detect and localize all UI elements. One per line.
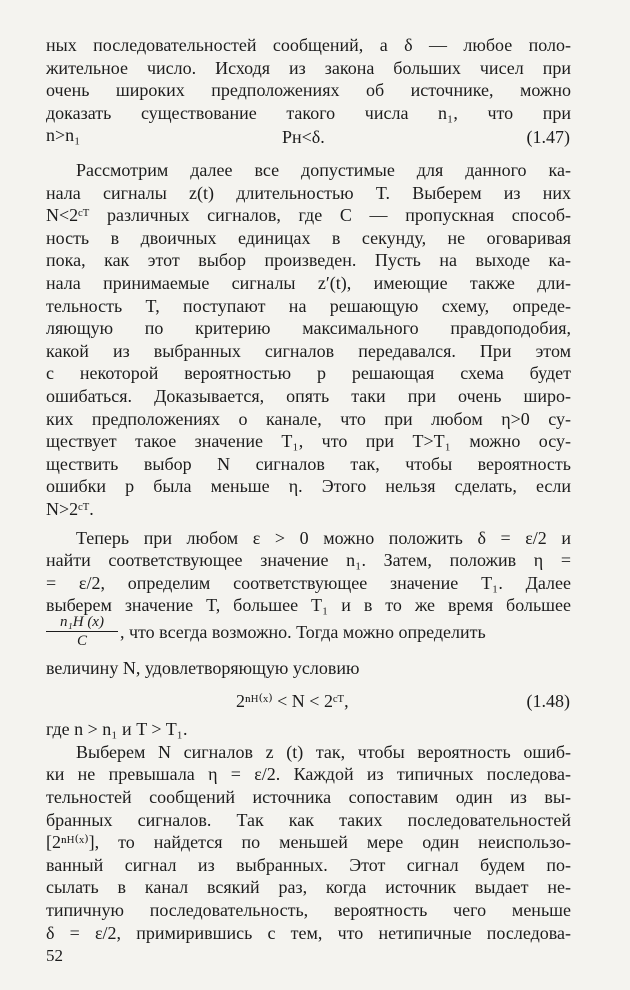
text-line: выберем значение T, большее T₁ и в то же время большее — [46, 595, 571, 616]
text-line: N>2ᶜᵀ. — [46, 499, 94, 519]
text-line: n>n₁ — [46, 125, 81, 146]
text-line: ошибки p была меньше η. Этого нельзя сделать, если — [46, 476, 571, 497]
text-line: ки не превышала η = ε/2. Каждой из типичных последова- — [46, 764, 571, 785]
text-line: величину N, удовлетворяющую условию — [46, 658, 360, 678]
text-line: Рассмотрим далее все допустимые для данного ка- — [76, 160, 571, 180]
fraction-denominator: C — [76, 633, 87, 649]
text-line: ных последовательностей сообщений, а δ — любое поло- — [46, 35, 571, 55]
text-line: ошибаться. Доказывается, опять таки при очень широ- — [46, 386, 571, 406]
text-line: ляющую по критерию максимального правдоподобия, — [46, 318, 571, 339]
text-line: ществует такое значение T₁, что при T>T₁ можно осу- — [46, 431, 571, 452]
equation-1-47: Pн<δ. — [282, 127, 325, 148]
text-line: ких предположениях о канале, что при любом η>0 су- — [46, 408, 571, 429]
text-line: нала принимаемые сигналы z′(t), имеющие также дли- — [46, 273, 571, 293]
text-line: типичную последовательность, вероятность чего меньше — [46, 900, 571, 920]
text-line: бранных сигналов. Так как таких последовательностей — [46, 809, 571, 830]
text-line: ность в двоичных единицах в секунду, не оговаривая — [46, 227, 571, 248]
text-line: пока, как этот выбор произведен. Пусть на выходе ка- — [46, 250, 571, 271]
text-line: тельностей сообщений источника сопоставим один из вы- — [46, 787, 571, 807]
text-line: N<2ᶜᵀ различных сигналов, где C — пропускная способ- — [46, 205, 571, 226]
equation-1-48: 2ⁿᴴ⁽ˣ⁾ < N < 2ᶜᵀ, — [236, 690, 349, 711]
text-line: очень широких предположениях об источнике, можно — [46, 80, 571, 101]
text-line: какой из выбранных сигналов передавался. При этом — [46, 340, 571, 361]
text-line: найти соответствующее значение n₁. Затем, положив η = — [46, 550, 571, 571]
fraction-numerator: n₁H (x) — [46, 613, 118, 632]
text-line: доказать существование такого числа n₁, что при — [46, 102, 571, 123]
equation-number-1-48: (1.48) — [526, 690, 570, 711]
page-number: 52 — [46, 946, 63, 966]
text-line: жительное число. Исходя из закона больших чисел при — [46, 57, 571, 78]
text-line: ванный сигнал из выбранных. Этот сигнал будем по- — [46, 854, 571, 875]
equation-number-1-47: (1.47) — [526, 127, 570, 148]
text-line: Теперь при любом ε > 0 можно положить δ = ε/2 и — [76, 527, 571, 548]
text-line: δ = ε/2, примирившись с тем, что нетипичные последова- — [46, 922, 571, 943]
text-line: нала сигналы z(t) длительностью T. Выберем из них — [46, 182, 571, 203]
text-line: где n > n₁ и T > T₁. — [46, 719, 188, 740]
text-line: , что всегда возможно. Тогда можно определить — [120, 622, 486, 642]
fraction — [46, 613, 118, 650]
text-line: Выберем N сигналов z (t) так, чтобы вероятность ошиб- — [76, 741, 571, 762]
text-line: = ε/2, определим соответствующее значение T₁. Далее — [46, 572, 571, 593]
text-line: [2ⁿᴴ⁽ˣ⁾], то найдется по меньшей мере один неиспользо- — [46, 832, 571, 853]
text-line: с некоторой вероятностью p решающая схема будет — [46, 363, 571, 384]
text-line: сылать в канал всякий раз, когда источник выдает не- — [46, 877, 571, 898]
text-line: тельность T, поступают на решающую схему, опреде- — [46, 295, 571, 316]
text-line: ществить выбор N сигналов так, чтобы вероятность — [46, 453, 571, 474]
